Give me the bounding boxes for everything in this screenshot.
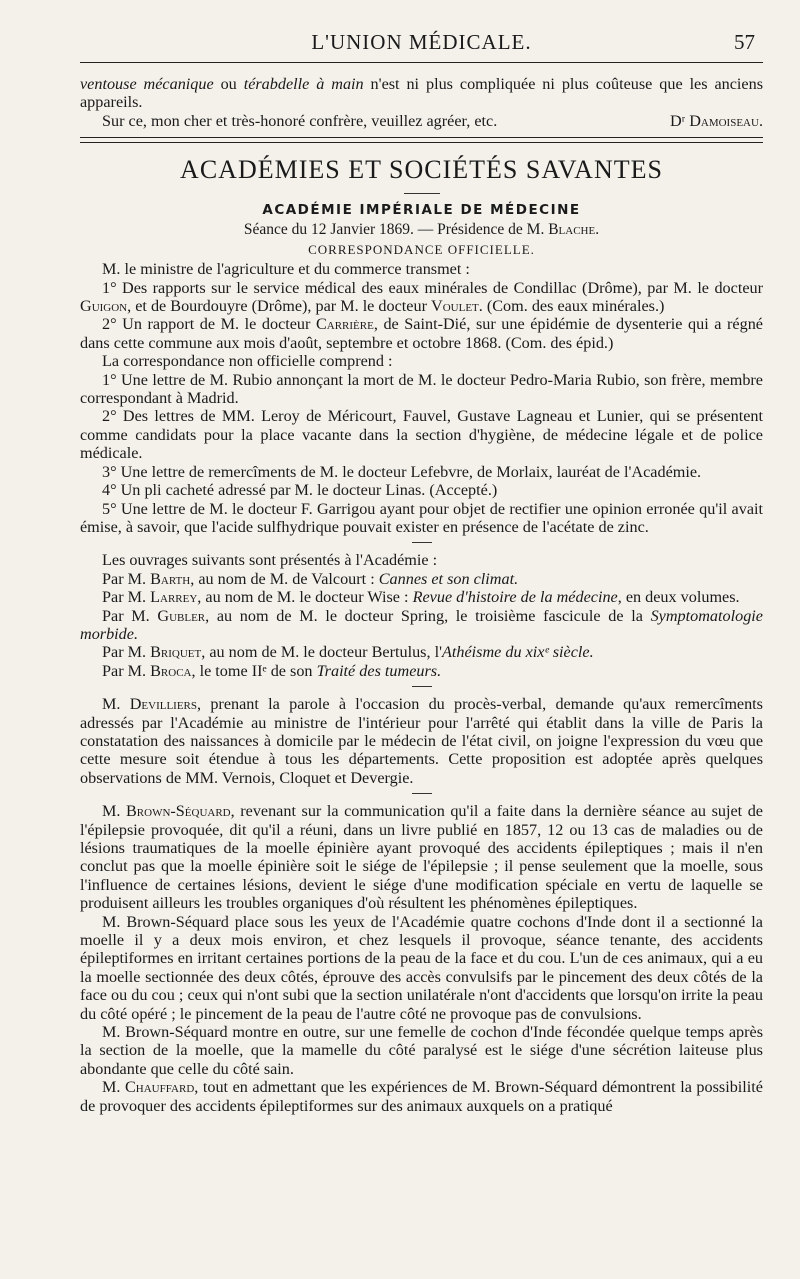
signature-name: Damoiseau.	[689, 111, 763, 130]
text-run: M.	[102, 1078, 125, 1097]
book-title: Revue d'histoire de la médecine	[412, 588, 618, 607]
session-text: Séance du 12 Janvier 1869. — Présidence de M.	[243, 221, 549, 239]
letter-paragraph	[80, 75, 763, 112]
section-title: ACADÉMIES ET SOCIÉTÉS SAVANTES	[180, 155, 663, 185]
person-name: Larrey	[150, 588, 198, 607]
page-number: 57	[734, 30, 755, 54]
italic-term: ventouse mécanique	[80, 75, 214, 93]
paragraph: M. Brown-Séquard montre en outre, sur une femelle de cochon d'Inde fécondée quelque temps après la section de la moelle, que la mamelle du côté paralysé est le siége d'une sécrétion laiteuse plus abondante que celle du côté sain.	[80, 1023, 763, 1078]
person-name: Chauffard	[124, 1078, 195, 1097]
paragraph	[80, 570, 763, 588]
paragraph	[80, 607, 763, 644]
journal-page	[80, 28, 763, 1115]
signature-prefix: Dʳ	[669, 111, 690, 130]
running-header	[80, 28, 763, 63]
person-name: Broca	[150, 661, 192, 680]
title-rule	[404, 193, 440, 194]
closing-text: Sur ce, mon cher et très-honoré confrère, veuillez agréer, etc.	[102, 111, 498, 130]
text-run: M.	[102, 695, 130, 714]
paragraph	[80, 643, 763, 661]
text-run: , et de Bourdouyre (Drôme), par M. le docteur	[127, 297, 432, 316]
paragraph	[80, 1078, 763, 1115]
letter-ending	[80, 75, 763, 130]
paragraph	[80, 802, 763, 912]
correspondence-heading: CORRESPONDANCE OFFICIELLE.	[308, 242, 535, 258]
paragraph: 5° Une lettre de M. le docteur F. Garrigou ayant pour objet de rectifier une opinion erronée qu'il avait émise, à savoir, que l'acide sulfhydrique pouvait exister en présence de l'acétate de zinc.	[80, 499, 763, 536]
separator	[412, 686, 432, 687]
text-run: , revenant sur la communication qu'il a faite dans la dernière séance au sujet de l'épilepsie provoquée, dit qu'il a réuni, dans un livre publié en 1857, 12 ou 13 cas de maladies ou de lésions traumatiques de la moelle épinière ayant provoqué des accidents épileptiques ; mais il n'en conclut pas que la moelle épinière soit le siége de l'épilepsie ; il pense seulement que la moelle, sous l'influence de certaines lésions, devient le siége d'une modification spéciale en vertu de laquelle se produisent ailleurs les troubles organiques d'où résultent les phénomènes épileptiques.	[80, 802, 763, 913]
paragraph	[80, 588, 763, 606]
text-run: , au nom de M. le docteur Bertulus, l'	[201, 643, 442, 662]
paragraph	[80, 315, 763, 352]
italic-term: térabdelle à main	[243, 75, 364, 93]
text-run: , au nom de M. de Valcourt :	[190, 569, 379, 588]
person-name: Devilliers	[129, 695, 198, 714]
paragraph: 1° Une lettre de M. Rubio annonçant la mort de M. le docteur Pedro-Maria Rubio, son frère, membre correspondant à Madrid.	[80, 370, 763, 408]
person-name: Gubler	[157, 606, 206, 625]
separator	[412, 793, 432, 794]
session-line	[80, 221, 763, 239]
text-run: ou	[213, 75, 244, 93]
text-run: , en deux volumes.	[617, 588, 740, 607]
paragraph: 4° Un pli cacheté adressé par M. le docteur Linas. (Accepté.)	[102, 481, 498, 500]
text-run: , le tome IIᵉ de son	[191, 661, 317, 680]
section-divider	[80, 137, 763, 143]
person-name: Brown-Séquard	[126, 802, 231, 821]
text-run: (Com. des eaux minérales.)	[482, 297, 665, 316]
book-title: Athéisme du xixᵉ siècle.	[441, 643, 594, 662]
paragraph: 3° Une lettre de remercîments de M. le docteur Lefebvre, de Morlaix, lauréat de l'Académie.	[102, 462, 702, 481]
text-run: M.	[102, 802, 126, 821]
paragraph: M. Brown-Séquard place sous les yeux de l'Académie quatre cochons d'Inde dont il a sectionné la moelle il y a deux mois environ, et chez lesquels il provoque, séance tenante, des accidents épileptiformes en irritant certaines portions de la peau de la face et du cou. L'un de ces animaux, qui a eu la moelle sectionnée des deux côtés, éprouve des accès convulsifs par le pincement des deux côtés de la face ou du cou ; ceux qui n'ont subi que la section unilatérale n'ont d'accidents que lorsqu'on irrite la peau du côté opéré ; le pincement de la peau de l'autre côté ne provoque pas de convulsions.	[80, 912, 763, 1023]
text-run: , tout en admettant que les expériences de M. Brown-Séquard démontrent la possibilité de provoquer des accidents épileptiformes sur des animaux auxquels on a pratiqué	[80, 1078, 763, 1115]
text-run: n'est ni plus compliquée ni plus coûteuse que les anciens appareils.	[80, 75, 764, 112]
paragraph: M. le ministre de l'agriculture et du commerce transmet :	[102, 260, 470, 279]
text-run: 2° Un rapport de M. le docteur	[102, 315, 316, 334]
paragraph: 2° Des lettres de MM. Leroy de Méricourt, Fauvel, Gustave Lagneau et Lunier, qui se présentent comme candidats pour la place vacante dans la section d'hygiène, de médecine légale et de police médicale.	[80, 407, 763, 463]
letter-closing	[80, 112, 763, 130]
text-run: Par M.	[102, 661, 151, 680]
person-name: Voulet.	[431, 297, 483, 316]
person-name: Guigon	[80, 297, 128, 316]
text-run: , au nom de M. le docteur Wise :	[197, 588, 413, 607]
person-name: Carrière	[315, 315, 374, 334]
text-run: Par M.	[102, 588, 151, 607]
paragraph	[80, 695, 763, 787]
president-name: Blache.	[548, 221, 600, 239]
text-run: , de Saint-Dié, sur une épidémie de dysenterie qui a régné dans cette commune aux mois d'août, septembre et octobre 1868. (Com. des épid.)	[80, 315, 763, 352]
text-run: , au nom de M. le docteur Spring, le troisième fascicule de la	[205, 606, 651, 625]
book-title: Traité des tumeurs.	[316, 661, 442, 680]
text-run: Par M.	[102, 606, 158, 625]
academy-heading: ACADÉMIE IMPÉRIALE DE MÉDECINE	[262, 202, 581, 219]
paragraph	[80, 662, 763, 680]
journal-title: L'UNION MÉDICALE.	[311, 30, 532, 54]
paragraph	[80, 279, 763, 316]
text-run: 1° Des rapports sur le service médical des eaux minérales de Condillac (Drôme), par M. le docteur	[102, 278, 763, 297]
text-run: , prenant la parole à l'occasion du procès-verbal, demande qu'aux remercîments adressés par l'Académie au ministre de l'intérieur pour l'arrêté qui établit dans la ville de Paris la constatation des naissances à domicile par le médecin de l'état civil, on joigne l'expression du vœu que cette mesure soit étendue à tous les départements. Cette proposition est adoptée après quelques observations de MM. Vernois, Cloquet et Devergie.	[80, 695, 763, 787]
person-name: Barth	[150, 569, 191, 588]
signature	[648, 112, 763, 130]
separator	[412, 542, 432, 543]
paragraph: Les ouvrages suivants sont présentés à l'Académie :	[102, 551, 438, 570]
paragraph: La correspondance non officielle comprend :	[102, 352, 393, 371]
book-title: Cannes et son climat.	[378, 569, 519, 588]
text-run: Par M.	[102, 569, 151, 588]
person-name: Briquet	[150, 643, 202, 662]
text-run: Par M.	[102, 643, 151, 662]
book-title: Symptomatologie morbide.	[80, 606, 763, 643]
